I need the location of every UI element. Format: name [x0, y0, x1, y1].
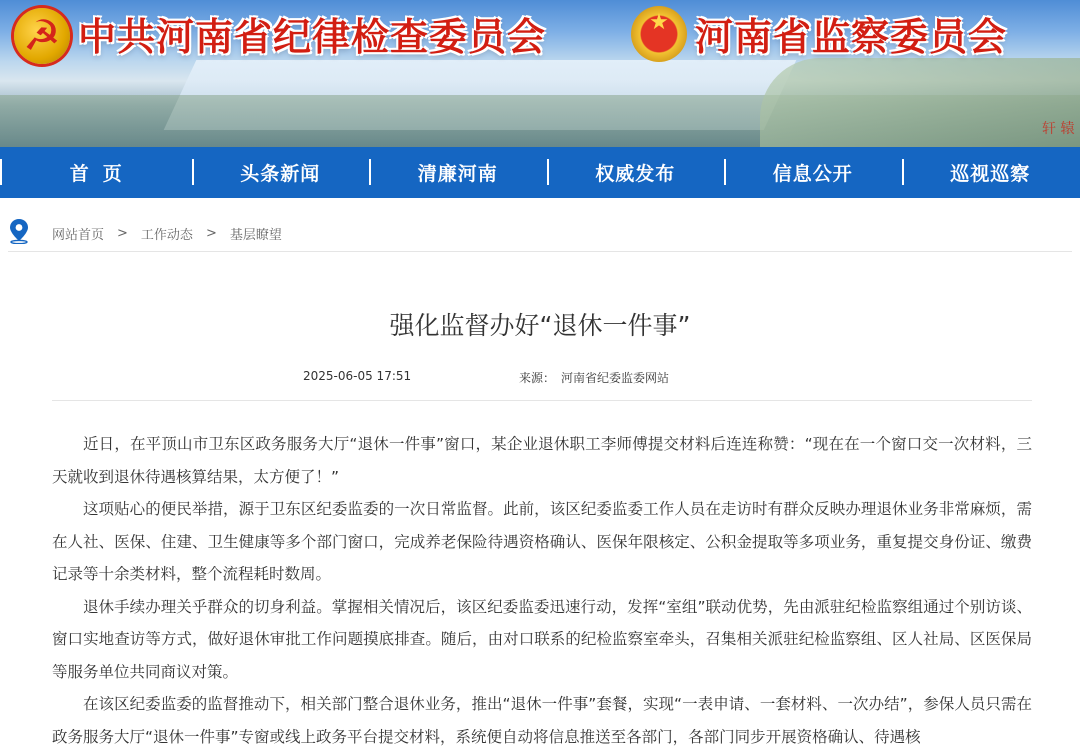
article-source-value: 河南省纪委监委网站 [561, 371, 670, 385]
title-divider [52, 400, 1032, 401]
article-body [52, 428, 1032, 753]
nav-item-releases[interactable]: 权威发布 [547, 147, 725, 198]
banner-corner-text: 轩 辕 [1042, 121, 1075, 137]
article-title: 强化监督办好“退休一件事” [389, 311, 691, 340]
article-date: 2025-06-05 17:51 [303, 369, 412, 383]
site-title-left[interactable]: 中共河南省纪律检查委员会 [78, 14, 547, 59]
banner-hill [760, 58, 1080, 147]
breadcrumb [8, 215, 1072, 252]
article-paragraph: 在该区纪委监委的监督推动下，相关部门整合退休业务，推出“退休一件事”套餐，实现“一表申请、一套材料、一次办结”，参保人员只需在政务服务大厅“退休一件事”专窗或线上政务平台提交材料，系统便自动将信息推送至各部门，各部门同步开展资格确认、待遇核 [52, 695, 1032, 746]
article-paragraph: 这项贴心的便民举措，源于卫东区纪委监委的一次日常监督。此前，该区纪委监委工作人员在走访时有群众反映办理退休业务非常麻烦，需在人社、医保、住建、卫生健康等多个部门窗口，完成养老保险待遇资格确认、医保年限核定、公积金提取等多项业务，重复提交身份证、缴费记录等十余类材料，整个流程耗时数周。 [52, 500, 1032, 583]
nav-item-info-disclosure[interactable]: 信息公开 [724, 147, 902, 198]
breadcrumb-separator: > [117, 225, 128, 241]
breadcrumb-work-news-link[interactable]: 工作动态 [140, 227, 193, 243]
article-source [519, 369, 669, 386]
site-title-right[interactable]: 河南省监察委员会 [695, 14, 1008, 59]
national-emblem-icon [631, 6, 687, 62]
article-paragraph: 近日，在平顶山市卫东区政务服务大厅“退休一件事”窗口，某企业退休职工李师傅提交材料后连连称赞：“现在在一个窗口交一次材料，三天就收到退休待遇核算结果，太方便了！” [52, 435, 1032, 486]
main-nav [0, 147, 1080, 198]
breadcrumb-home-link[interactable]: 网站首页 [52, 227, 105, 243]
nav-item-inspection[interactable]: 巡视巡察 [902, 147, 1080, 198]
nav-item-headlines[interactable]: 头条新闻 [192, 147, 370, 198]
site-banner [0, 0, 1080, 147]
location-pin-icon [8, 218, 30, 244]
breadcrumb-grassroots-link[interactable]: 基层瞭望 [229, 227, 282, 243]
party-emblem-icon [14, 8, 70, 64]
breadcrumb-separator: > [205, 225, 217, 241]
nav-item-home[interactable]: 首页 [0, 147, 192, 198]
article-source-label: 来源： [519, 371, 556, 385]
nav-item-clean-henan[interactable]: 清廉河南 [369, 147, 547, 198]
article-paragraph: 退休手续办理关乎群众的切身利益。掌握相关情况后，该区纪委监委迅速行动，发挥“室组”联动优势，先由派驻纪检监察组通过个别访谈、窗口实地查访等方式，做好退休审批工作问题摸底排查。随后，由对口联系的纪检监察室牵头，召集相关派驻纪检监察组、区人社局、区医保局等服务单位共同商议对策。 [52, 597, 1032, 681]
